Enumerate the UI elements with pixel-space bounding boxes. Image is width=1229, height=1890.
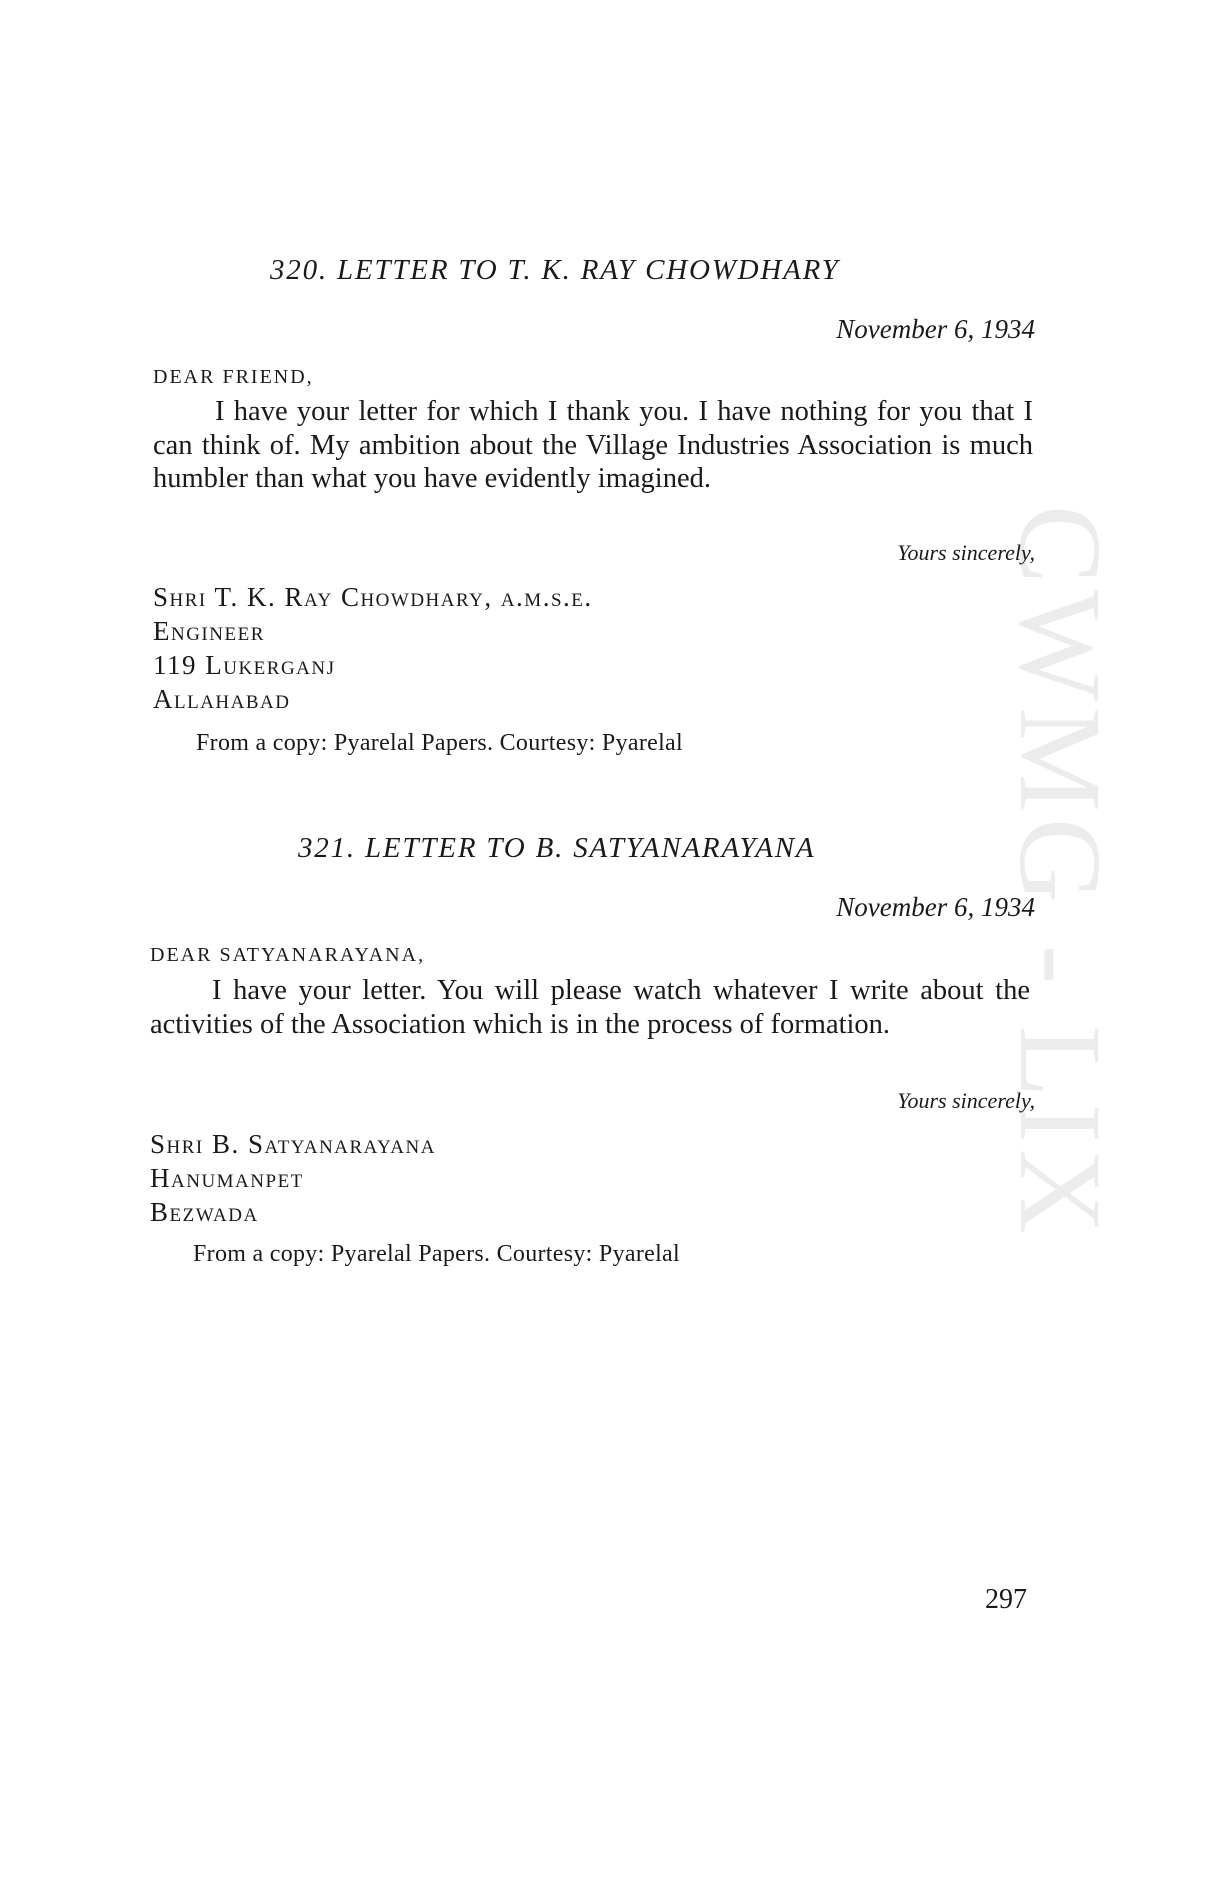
recipient-address (150, 1127, 436, 1229)
address-line: Engineer (153, 616, 265, 646)
recipient-address (153, 580, 593, 716)
letter-salutation: DEAR FRIEND, (153, 366, 314, 388)
watermark: CWMG - LIX (995, 505, 1126, 1241)
address-line: Allahabad (153, 684, 291, 714)
address-line: Shri B. Satyanarayana (150, 1129, 436, 1159)
letter-body: I have your letter for which I thank you. I have nothing for you that I can think of. My ambition about the Village Industries Association is much humbler than what you have evidently imagined. (153, 396, 1033, 494)
page-number: 297 (985, 1584, 1027, 1615)
letter-body: I have your letter. You will please watch whatever I write about the activities of the Association which is in the process of formation. (150, 975, 1030, 1040)
letter-closing: Yours sincerely, (897, 540, 1035, 565)
letter-date: November 6, 1934 (836, 892, 1035, 922)
letter-salutation: DEAR SATYANARAYANA, (150, 944, 426, 966)
source-note: From a copy: Pyarelal Papers. Courtesy: Pyarelal (193, 1241, 680, 1267)
address-line: Hanumanpet (150, 1163, 304, 1193)
letter-date: November 6, 1934 (836, 314, 1035, 344)
address-line: 119 Lukerganj (153, 650, 336, 680)
address-line: Shri T. K. Ray Chowdhary, a.m.s.e. (153, 582, 593, 612)
letter-title: 321. LETTER TO B. SATYANARAYANA (298, 832, 816, 864)
letter-closing: Yours sincerely, (897, 1088, 1035, 1113)
letter-title: 320. LETTER TO T. K. RAY CHOWDHARY (270, 254, 840, 286)
address-line: Bezwada (150, 1197, 259, 1227)
source-note: From a copy: Pyarelal Papers. Courtesy: Pyarelal (196, 730, 683, 756)
